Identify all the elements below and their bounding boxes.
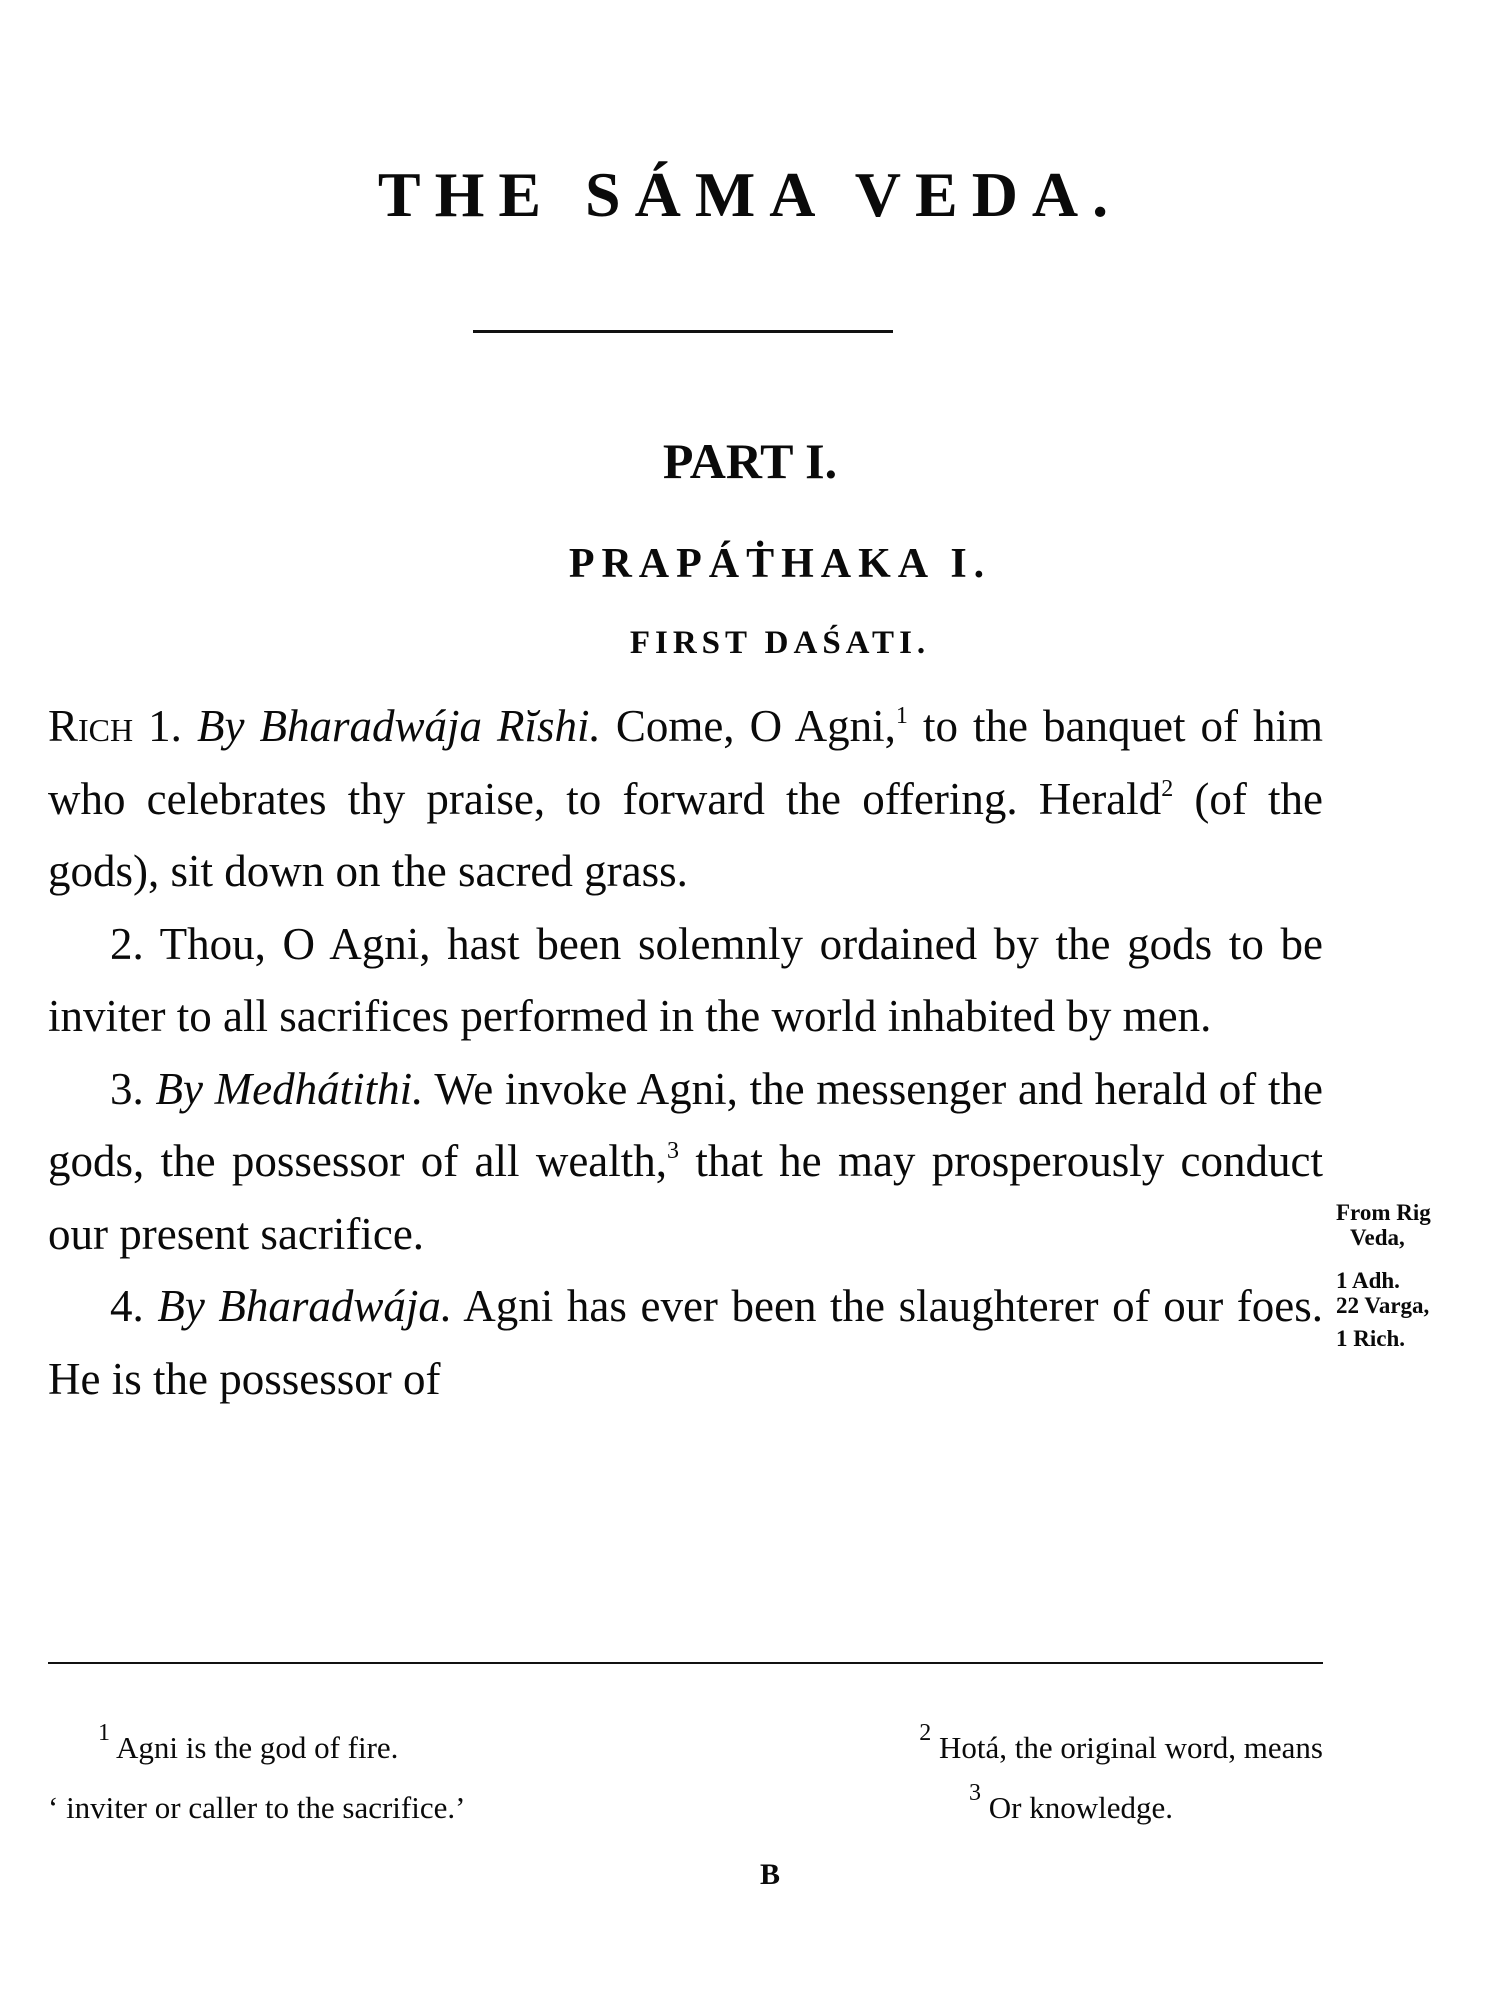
- footnote-2-mark: 2: [919, 1720, 932, 1746]
- dasati-heading: FIRST DAŚATI.: [629, 625, 931, 661]
- signature-mark: B: [759, 1858, 780, 1891]
- margin-note-line: Veda,: [1350, 1225, 1405, 1250]
- verse-3: [48, 1053, 1323, 1271]
- verse-1-text-b: to the banquet of him who celebrates thy praise, to forward the offering. Herald: [48, 701, 1324, 824]
- margin-note-line: From Rig: [1336, 1200, 1431, 1225]
- footnote-3-mark: 3: [969, 1780, 982, 1806]
- verse-4: [48, 1270, 1323, 1415]
- verse-1-label: Rich 1.: [48, 701, 182, 751]
- footnote-1: [48, 1718, 398, 1778]
- footnote-2-continuation: ‘ inviter or caller to the sacrifice.’: [48, 1790, 466, 1825]
- footnote-3-text: Or knowledge.: [981, 1790, 1173, 1825]
- title-rule: [473, 330, 893, 333]
- footnote-3: [969, 1778, 1323, 1838]
- verse-4-text: Agni has ever been the slaughterer of our foes. He is the possessor of: [48, 1281, 1323, 1404]
- verse-text: [48, 690, 1323, 1415]
- verse-1: [48, 690, 1323, 908]
- part-heading: PART I.: [662, 433, 838, 489]
- footnote-row: [48, 1778, 1323, 1838]
- margin-note: [1336, 1200, 1500, 1351]
- footnote-1-text: Agni is the god of fire.: [110, 1730, 399, 1765]
- footnote-row: [48, 1718, 1323, 1778]
- footnote-2-text: Hotá, the original word, means: [931, 1730, 1323, 1765]
- footnote-ref-3: 3: [667, 1138, 680, 1164]
- verse-1-text-c: (of the gods), sit down on the sacred grass.: [48, 773, 1323, 896]
- verse-3-text-b: that he may prosperously conduct our present sacrifice.: [48, 1136, 1323, 1259]
- margin-note-line: 1 Adh.: [1336, 1268, 1400, 1293]
- footnote-rule: [48, 1662, 1323, 1664]
- footnote-1-mark: 1: [98, 1720, 110, 1746]
- verse-2: 2. Thou, O Agni, hast been solemnly ordained by the gods to be inviter to all sacrifices performed in the world inhabited by men.: [48, 918, 1323, 1041]
- prapathaka-heading: PRAPÁṪHAKA I.: [568, 541, 992, 587]
- verse-1-text-a: Come, O Agni,: [600, 701, 896, 751]
- margin-note-line: 22 Varga,: [1336, 1293, 1430, 1318]
- verse-3-attribution: By Medhátithi.: [155, 1063, 424, 1114]
- verse-1-attribution: By Bharadwája Rĭshi.: [196, 701, 601, 751]
- page-title: THE SÁMA VEDA.: [377, 159, 1123, 230]
- verse-4-attribution: By Bharadwája.: [157, 1281, 453, 1331]
- footnote-2: [919, 1718, 1323, 1778]
- verse-4-number: 4.: [110, 1281, 144, 1331]
- margin-note-line: 1 Rich.: [1336, 1326, 1405, 1351]
- footnote-ref-1: 1: [895, 703, 908, 729]
- footnotes: [48, 1718, 1323, 1838]
- verse-3-number: 3.: [110, 1063, 144, 1114]
- footnote-ref-2: 2: [1161, 775, 1174, 802]
- verse-3-text-a: We invoke Agni, the messenger and herald of the gods, the possessor of all wealth,: [48, 1063, 1323, 1186]
